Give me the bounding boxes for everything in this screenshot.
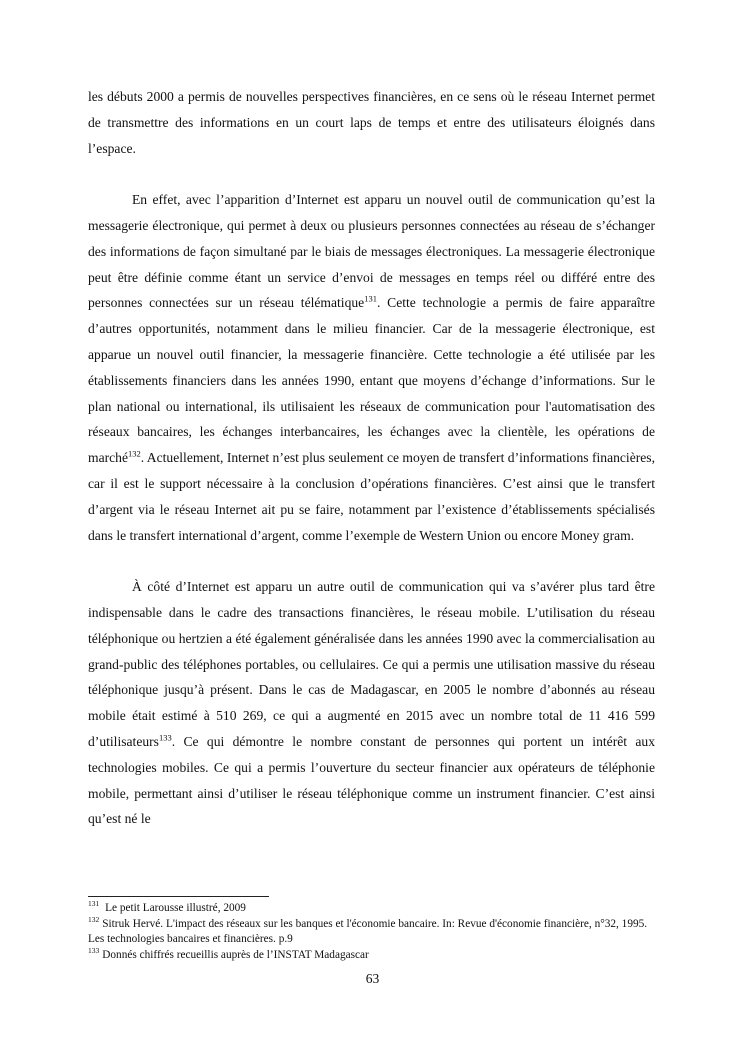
footnote-reference[interactable]: 132: [128, 448, 141, 459]
footnote: [88, 914, 655, 948]
footnote-text: Sitruk Hervé. L'impact des réseaux sur les banques et l'économie bancaire. In: Revue d'économie financière, n°32, 1995. Les technologies bancaires et financières. p.9: [88, 917, 648, 945]
paragraph-text: À côté d’Internet est apparu un autre outil de communication qui va s’avérer plus tard être indispensable dans le cadre des transactions financières, le réseau mobile. L’utilisation du réseau téléphonique ou hertzien a été également généralisée dans les années 1990 avec la commercialisation au grand-public des téléphones portables, ou cellulaires. Ce qui a permis une utilisation massive du réseau téléphonique jusqu’à présent. Dans le cas de Madagascar, en 2005 le nombre d’abonnés au réseau mobile était estimé à 510 269, ce qui a augmenté en 2015 avec un nombre total de 11 416 599 d’utilisateurs: [88, 579, 655, 749]
paragraph: [88, 84, 655, 161]
paragraph-text: En effet, avec l’apparition d’Internet est apparu un nouvel outil de communication qu’est la messagerie électronique, qui permet à deux ou plusieurs personnes connectées au réseau de s’échanger des informations de façon simultané par le biais de messages électroniques. La messagerie électronique peut être définie comme étant un service d’envoi de messages en temps réel ou différé entre des personnes connectées sur un réseau télématique: [88, 192, 655, 311]
footnotes: [88, 901, 655, 963]
footnote-number: 132: [88, 914, 100, 924]
paragraph-text: . Cette technologie a permis de faire apparaître d’autres opportunités, notamment dans le milieu financier. Car de la messagerie électronique, est apparue un nouvel outil financier, la messagerie financière. Cette technologie a été utilisée par les établissements financiers dans les années 1990, entant que moyens d’échange d’informations. Sur le plan national ou international, ils utilisaient les réseaux de communication pour l'automatisation des réseaux bancaires, les échanges interbancaires, les échanges avec la clientèle, les opérations de marché: [88, 295, 656, 466]
footnote-text: Le petit Larousse illustré, 2009: [102, 902, 246, 914]
page-body: [88, 84, 655, 832]
footnote: [88, 901, 655, 917]
paragraph-text: . Actuellement, Internet n’est plus seulement ce moyen de transfert d’informations financières, car il est le support nécessaire à la conclusion d’opérations financières. C’est ainsi que le transfert d’argent via le réseau Internet ait pu se faire, notamment par l’existence d’établissements spécialisés dans le transfert international d’argent, comme l’exemple de Western Union ou encore Money gram.: [88, 450, 655, 543]
paragraph: [88, 574, 655, 832]
paragraph-text: les débuts 2000 a permis de nouvelles perspectives financières, en ce sens où le réseau Internet permet de transmettre des informations en un court laps de temps et entre des utilisateurs éloignés dans l’espace.: [88, 89, 655, 156]
paragraph: [88, 187, 655, 548]
footnote-reference[interactable]: 133: [158, 732, 172, 743]
page-number: 63: [365, 971, 380, 986]
footnote-text: Donnés chiffrés recueillis auprès de l’INSTAT Madagascar: [102, 948, 369, 961]
footnote-number: 133: [88, 945, 100, 955]
paragraph-text: . Ce qui démontre le nombre constant de personnes qui portent un intérêt aux technologies mobiles. Ce qui a permis l’ouverture du secteur financier aux opérateurs de téléphonie mobile, permettant ainsi d’utiliser le réseau téléphonique comme un instrument financier. C’est ainsi qu’est né le: [88, 733, 655, 827]
footnote-reference[interactable]: 131: [364, 293, 377, 304]
footnote-number: 131: [88, 899, 100, 909]
footnote: [88, 945, 655, 964]
footnote-divider: [88, 896, 269, 897]
